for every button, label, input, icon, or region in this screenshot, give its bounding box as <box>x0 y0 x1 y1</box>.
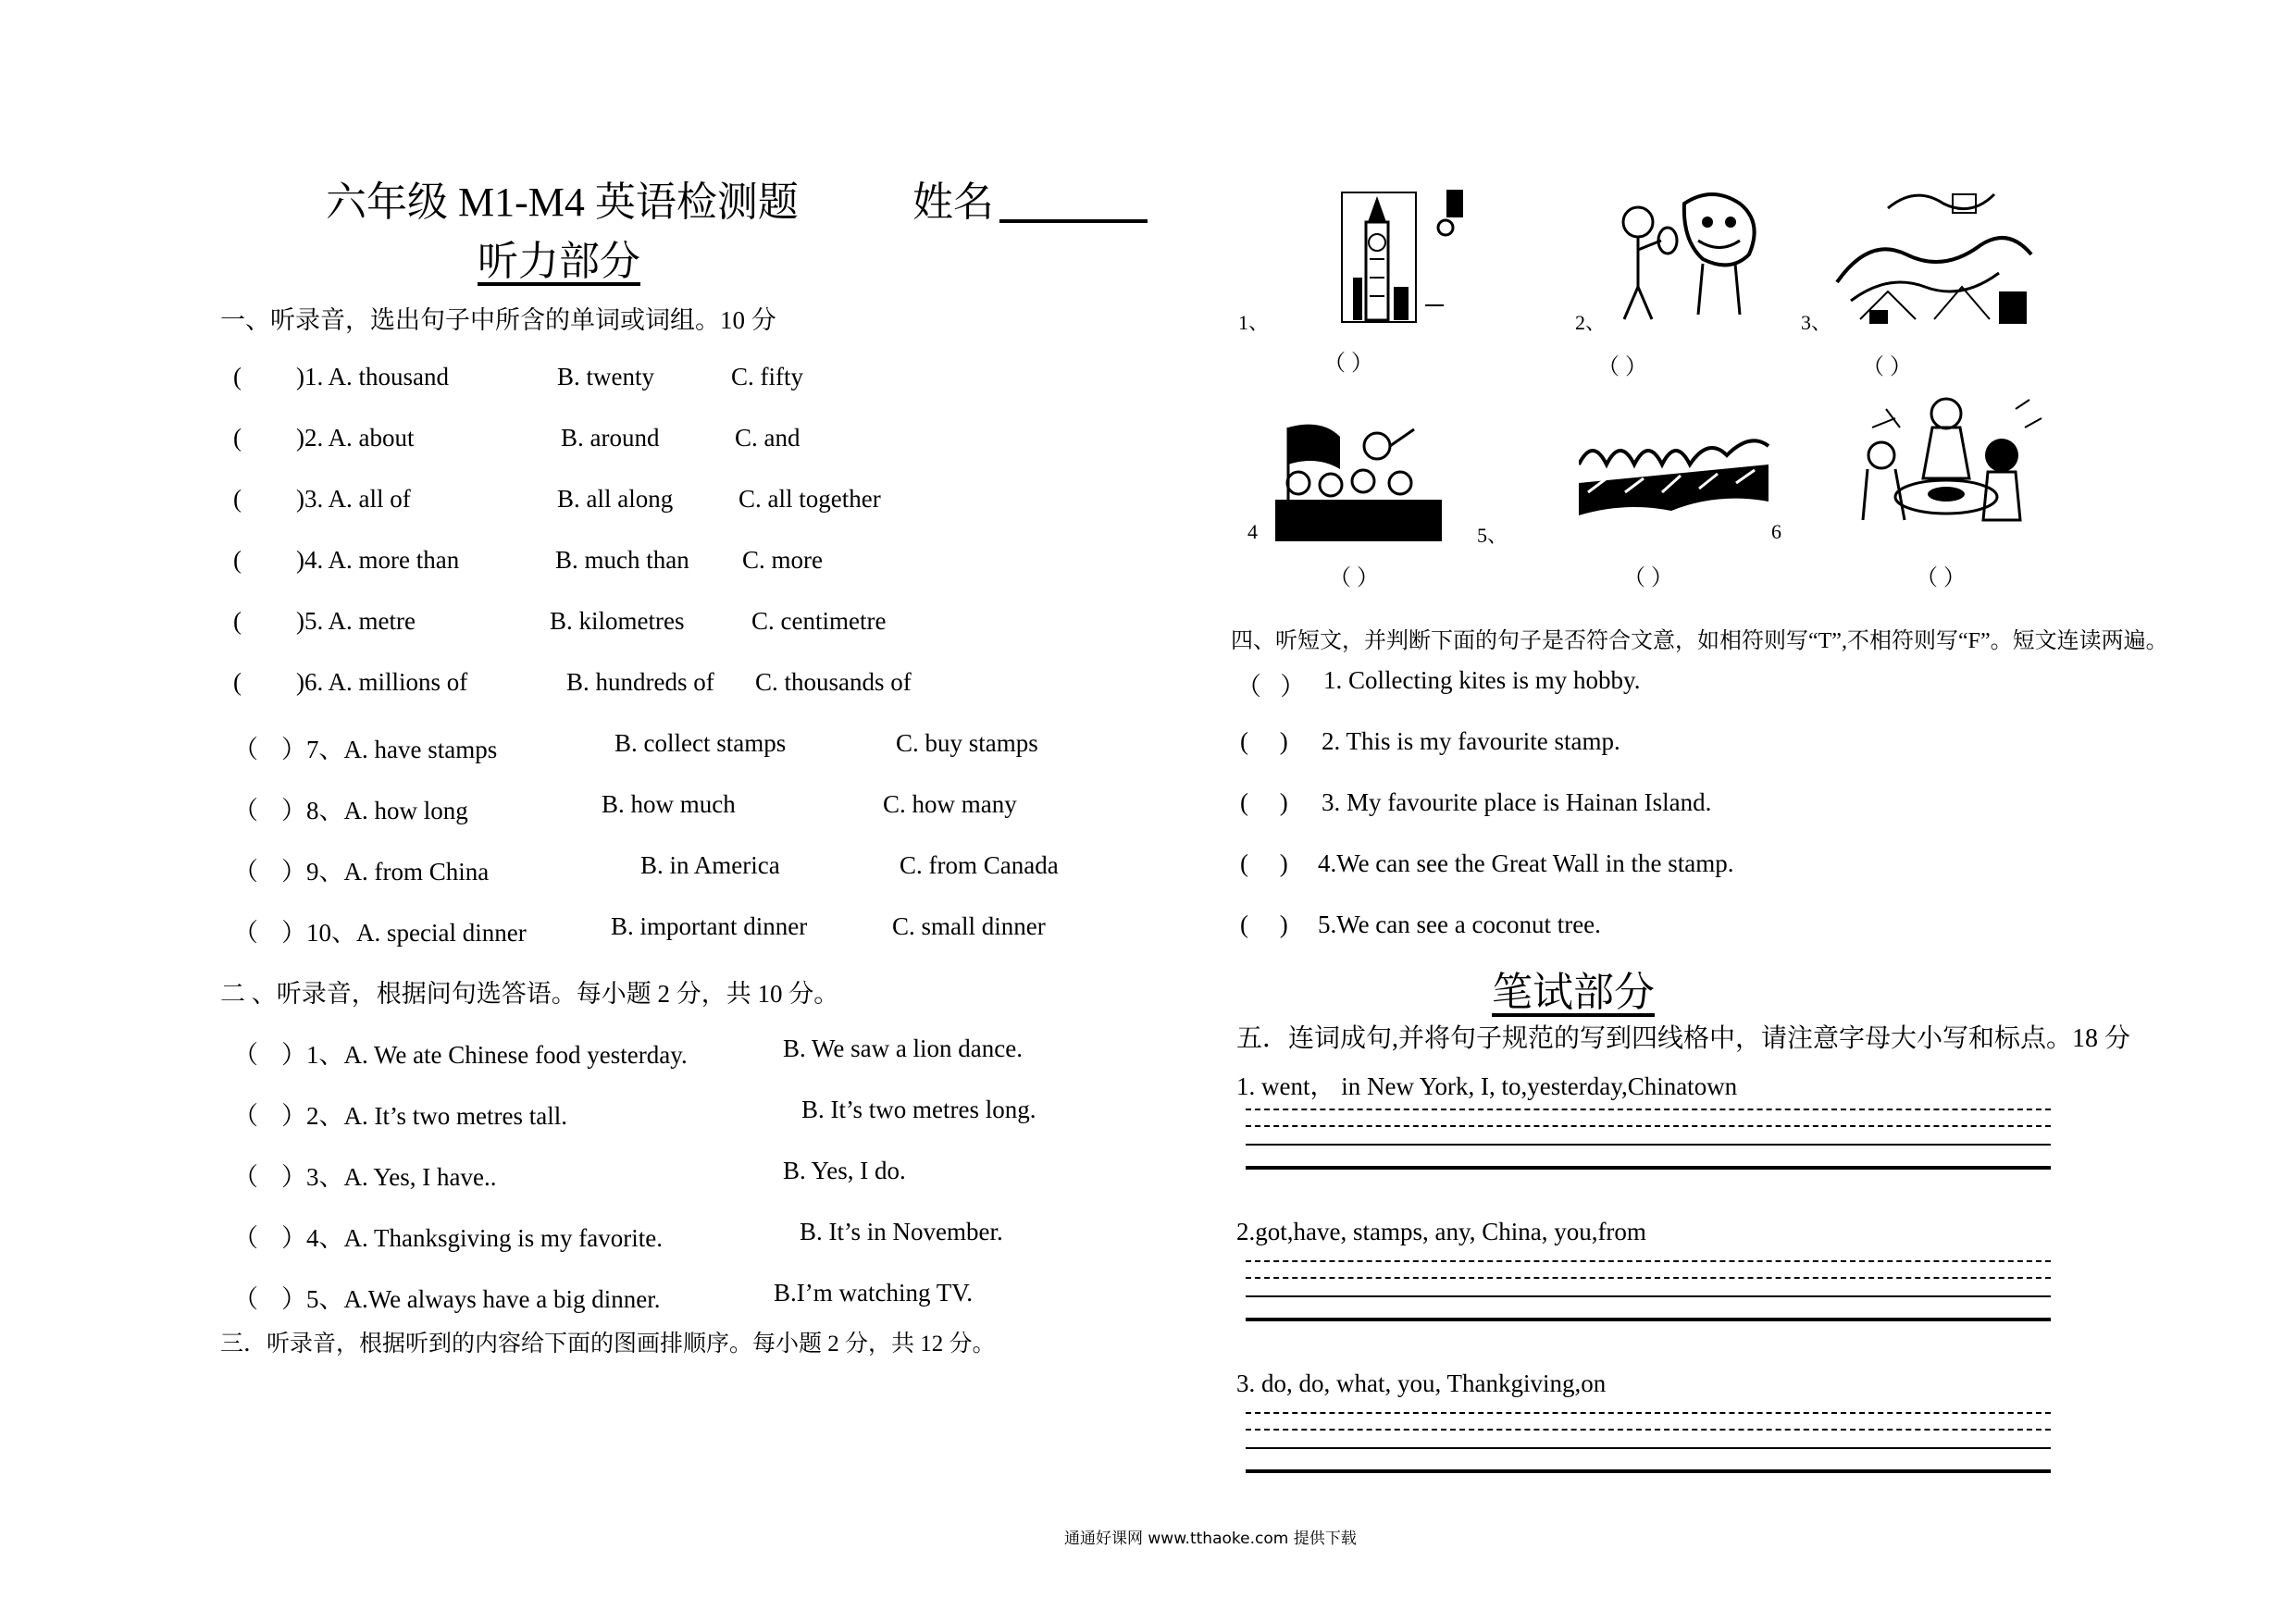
name-label: 姓名 <box>912 180 994 225</box>
option-b: B. It’s two metres long. <box>801 1096 1036 1123</box>
option-c: C. thousands of <box>755 668 912 696</box>
option-b: B. important dinner <box>611 912 808 940</box>
answer-paren[interactable]: （ <box>233 858 258 886</box>
question-text: ）4、A. Thanksgiving is my favorite. <box>281 1224 663 1252</box>
picture-label: 2、 <box>1575 311 1607 334</box>
option-b: B. It’s in November. <box>800 1218 1003 1245</box>
option-b: B. kilometres <box>550 607 685 635</box>
answer-paren[interactable]: ( <box>233 668 242 696</box>
question-text: )5. A. metre <box>296 607 416 635</box>
answer-paren[interactable]: （ ） <box>1329 566 1379 590</box>
option-b: B. collect stamps <box>614 729 787 757</box>
lion-dance-picture <box>1610 185 1768 324</box>
dragon-boat-picture <box>1579 427 1773 529</box>
grid-line <box>1246 1318 2051 1321</box>
sentence-prompt: 2.got,have, stamps, any, China, you,from <box>1236 1218 1646 1245</box>
question-text: )4. A. more than <box>296 546 460 574</box>
picture-label: 1、 <box>1238 311 1270 334</box>
answer-paren[interactable]: ( ) <box>1240 788 1288 816</box>
statement-text: 2. This is my favourite stamp. <box>1322 727 1620 755</box>
answer-paren[interactable]: （ ） <box>1623 566 1673 590</box>
grid-line <box>1246 1166 2051 1170</box>
crowd-flag-picture <box>1275 418 1442 543</box>
option-b: B. around <box>561 424 660 452</box>
option-c: C. and <box>735 424 800 452</box>
answer-paren[interactable]: ( ) <box>1240 911 1288 938</box>
question-text: ）2、A. It’s two metres tall. <box>281 1102 567 1130</box>
option-c: C. fifty <box>731 363 803 390</box>
question-text: )3. A. all of <box>296 485 411 513</box>
grid-line <box>1246 1447 2051 1449</box>
option-b: B.I’m watching TV. <box>774 1279 973 1307</box>
part5-instruction: 五．连词成句,并将句子规范的写到四线格中，请注意字母大小写和标点。18 分 <box>1236 1024 2131 1053</box>
question-text: ）7、A. have stamps <box>281 736 498 763</box>
grid-line <box>1246 1125 2051 1127</box>
question-text: )2. A. about <box>296 424 415 452</box>
option-b: B. all along <box>557 485 674 513</box>
picture-label: 6 <box>1771 520 1781 543</box>
part3-instruction: 三．听录音，根据听到的内容给下面的图画排顺序。每小题 2 分，共 12 分。 <box>220 1332 996 1357</box>
grid-line <box>1246 1109 2051 1110</box>
big-ben-picture <box>1340 185 1479 324</box>
part2-instruction: 二 、听录音，根据问句选答语。每小题 2 分，共 10 分。 <box>220 980 839 1008</box>
option-c: C. from Canada <box>900 851 1059 879</box>
question-text: ）5、A.We always have a big dinner. <box>281 1285 661 1313</box>
statement-text: 3. My favourite place is Hainan Island. <box>1322 788 1712 816</box>
grid-line <box>1246 1260 2051 1262</box>
option-c: C. how many <box>883 790 1017 818</box>
answer-paren[interactable]: ( ) <box>1240 849 1288 877</box>
answer-paren[interactable]: ( <box>233 546 242 574</box>
answer-paren[interactable]: （ <box>233 797 258 824</box>
statement-text: 4.We can see the Great Wall in the stamp. <box>1318 849 1734 877</box>
four-line-grid[interactable] <box>1246 1412 2051 1471</box>
answer-paren[interactable]: （ ） <box>1323 352 1373 376</box>
answer-paren[interactable]: ( <box>233 424 242 452</box>
question-text: )6. A. millions of <box>296 668 468 696</box>
option-c: C. buy stamps <box>896 729 1038 757</box>
name-field[interactable] <box>912 168 1148 228</box>
grid-line <box>1246 1412 2051 1414</box>
family-dinner-picture <box>1858 390 2043 539</box>
answer-paren[interactable]: （ <box>233 1224 258 1252</box>
part1-instruction: 一、听录音，选出句子中所含的单词或词组。10 分 <box>220 306 776 334</box>
statement-text: 5.We can see a coconut tree. <box>1318 911 1601 938</box>
option-b: B. in America <box>640 851 780 879</box>
answer-paren[interactable]: ( <box>233 485 242 513</box>
answer-paren[interactable]: （ ） <box>1597 355 1647 379</box>
statement-text: 1. Collecting kites is my hobby. <box>1323 666 1641 694</box>
question-text: ）9、A. from China <box>281 858 490 886</box>
question-text: ）3、A. Yes, I have.. <box>281 1163 497 1191</box>
answer-paren[interactable]: （ <box>233 1102 258 1130</box>
four-line-grid[interactable] <box>1246 1260 2051 1319</box>
grid-line <box>1246 1469 2051 1473</box>
option-b: B. Yes, I do. <box>783 1157 906 1184</box>
written-heading: 笔试部分 <box>1492 970 1655 1015</box>
answer-paren[interactable]: ( ) <box>1240 727 1288 755</box>
answer-paren[interactable]: ( <box>233 363 242 390</box>
answer-paren[interactable]: （ <box>233 1163 258 1191</box>
page-title: 六年级 M1-M4 英语检测题 <box>326 180 799 225</box>
answer-paren[interactable]: （ <box>233 919 258 947</box>
listening-heading: 听力部分 <box>478 239 640 284</box>
grid-line <box>1246 1144 2051 1146</box>
question-text: ）1、A. We ate Chinese food yesterday. <box>281 1041 688 1069</box>
answer-paren[interactable]: （ ） <box>1916 566 1966 590</box>
option-b: B. twenty <box>557 363 654 390</box>
footer-credit: 通通好课网 www.tthaoke.com 提供下载 <box>1064 1530 1357 1548</box>
sentence-prompt: 3. do, do, what, you, Thankgiving,on <box>1236 1369 1607 1397</box>
option-b: B. hundreds of <box>566 668 714 696</box>
question-text: )1. A. thousand <box>296 363 449 390</box>
four-line-grid[interactable] <box>1246 1109 2051 1168</box>
great-wall-picture <box>1832 180 2036 328</box>
answer-paren[interactable]: （ <box>233 736 258 763</box>
answer-paren[interactable]: ( <box>233 607 242 635</box>
grid-line <box>1246 1295 2051 1297</box>
question-text: ）10、A. special dinner <box>281 919 527 947</box>
answer-paren[interactable]: （ ） <box>1862 355 1912 379</box>
picture-label: 3、 <box>1801 311 1832 334</box>
answer-paren[interactable]: （ <box>233 1285 258 1313</box>
part4-instruction: 四、听短文，并判断下面的句子是否符合文意，如相符则写“T”,不相符则写“F”。短文连读两遍。 <box>1231 629 2168 653</box>
option-c: C. small dinner <box>892 912 1046 940</box>
answer-paren[interactable]: （ ） <box>1236 673 1306 700</box>
name-blank[interactable] <box>999 186 1148 223</box>
picture-label: 5、 <box>1477 524 1508 547</box>
option-c: C. all together <box>738 485 881 513</box>
sentence-prompt: 1. went， in New York, I, to,yesterday,Chinatown <box>1236 1072 1738 1100</box>
answer-paren[interactable]: （ <box>233 1041 258 1069</box>
option-b: B. much than <box>555 546 689 574</box>
question-text: ）8、A. how long <box>281 797 468 824</box>
grid-line <box>1246 1429 2051 1431</box>
option-b: B. We saw a lion dance. <box>783 1035 1024 1062</box>
option-b: B. how much <box>602 790 736 818</box>
option-c: C. more <box>742 546 823 574</box>
grid-line <box>1246 1277 2051 1279</box>
option-c: C. centimetre <box>751 607 887 635</box>
picture-label: 4 <box>1247 520 1258 543</box>
